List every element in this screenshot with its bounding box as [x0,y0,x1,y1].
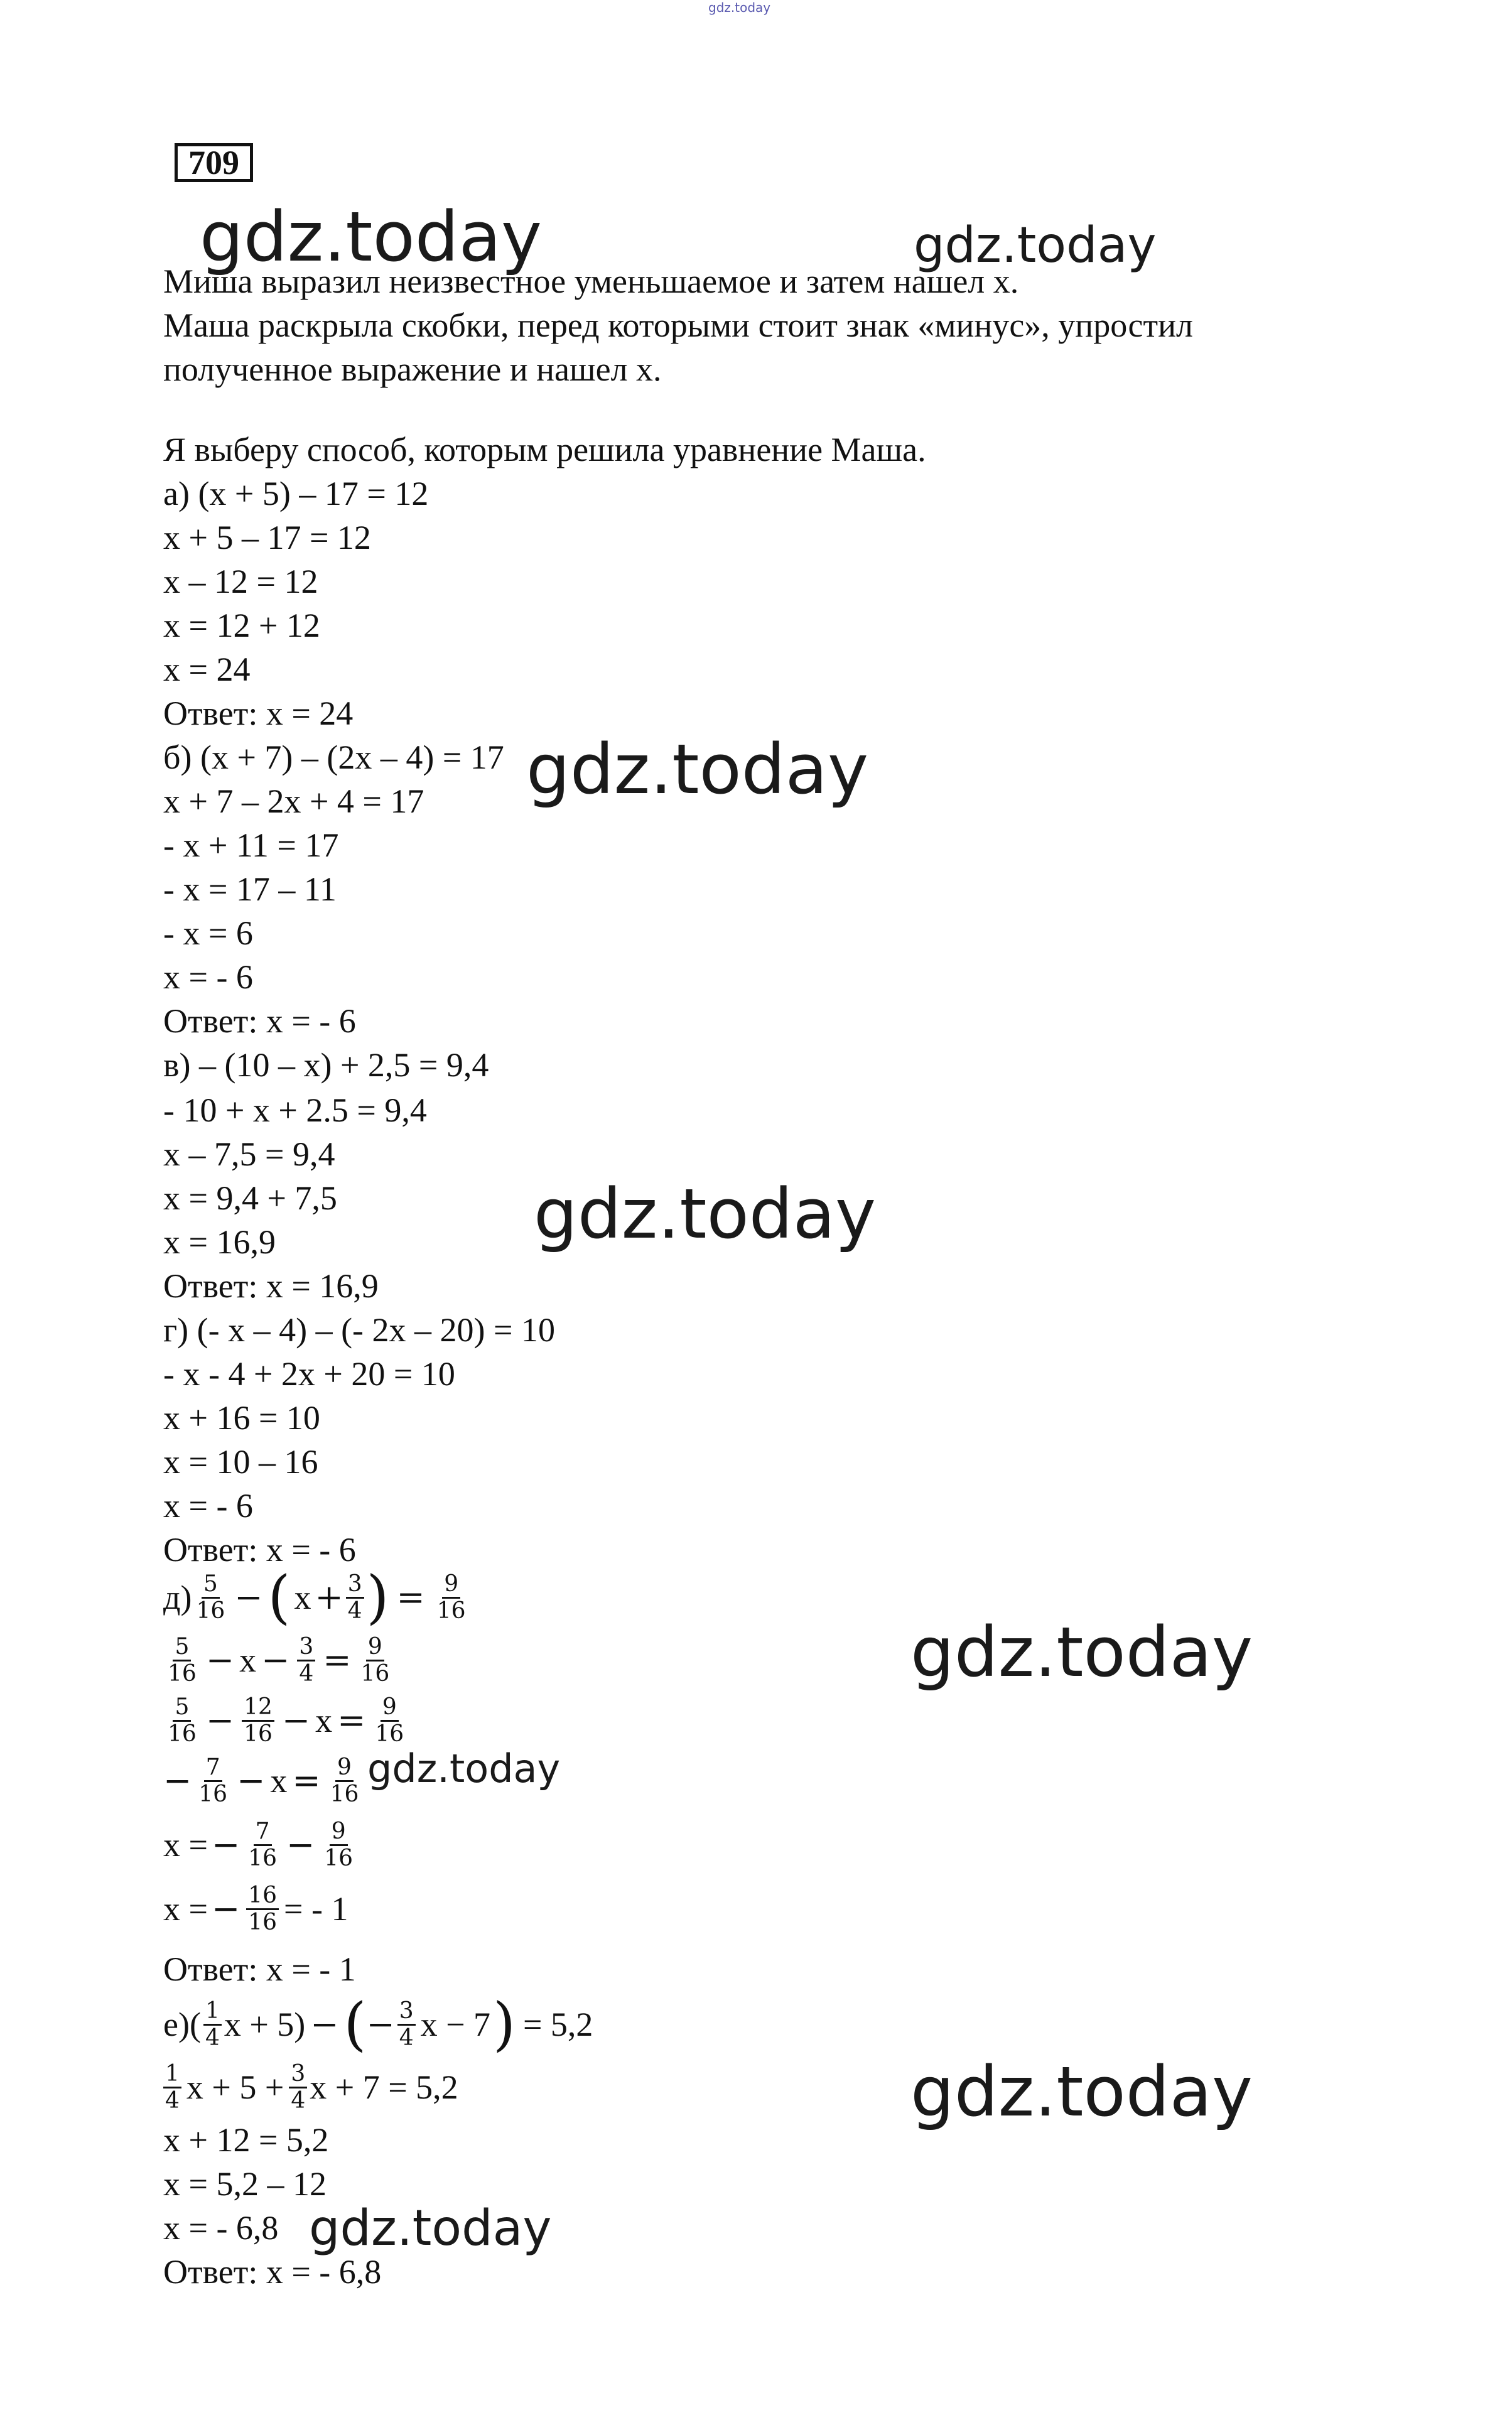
part-a-line: x – 12 = 12 [163,563,318,600]
part-e-line: x = - 6,8 [163,2209,279,2247]
part-e-answer: Ответ: x = - 6,8 [163,2253,382,2291]
part-v-line: x = 16,9 [163,1223,276,1261]
fraction: $\frac{9}{16}$ [330,1754,359,1807]
watermark: gdz.today [367,1746,561,1791]
part-g-line: x = 10 – 16 [163,1443,318,1481]
operator: = [337,1700,366,1740]
variable: x [294,1579,311,1616]
part-d-line [163,1880,348,1938]
variable: x [315,1702,333,1739]
part-b-answer: Ответ: x = - 6 [163,1002,356,1040]
operator: = [292,1761,321,1800]
part-e-label: е) [163,2006,190,2043]
part-v-line: x – 7,5 = 9,4 [163,1135,335,1173]
intro-line: полученное выражение и нашел x. [163,350,662,388]
part-b-line: x = - 6 [163,958,253,996]
paren: ( [343,1991,367,2058]
fraction: $\frac{3}{4}$ [289,2061,307,2114]
operator: − [205,1640,235,1680]
part-d-answer: Ответ: x = - 1 [163,1950,356,1988]
part-a-answer: Ответ: x = 24 [163,694,354,732]
watermark: gdz.today [910,1612,1253,1692]
part-d-line [163,1631,394,1689]
result: = - 1 [284,1890,348,1928]
part-g-line: x = - 6 [163,1487,253,1525]
expression: x + 5 + [186,2068,284,2106]
part-d-line [163,1692,408,1749]
fraction: $\frac{7}{16}$ [248,1818,278,1871]
watermark: gdz.today [526,729,869,809]
fraction: $\frac{5}{16}$ [168,1633,197,1687]
paren: ) [493,1991,516,2058]
fraction: $\frac{7}{16}$ [198,1754,228,1807]
operator: − [261,1640,290,1680]
part-d-line [163,1752,363,1810]
variable: x [239,1641,257,1679]
operator: + [315,1577,343,1617]
fraction: $\frac{12}{16}$ [242,1695,274,1747]
watermark: gdz.today [910,2051,1253,2132]
watermark: gdz.today [200,197,543,277]
operator: − [211,1889,240,1928]
paren: ( [267,1564,291,1631]
part-g-answer: Ответ: x = - 6 [163,1531,356,1569]
part-e-line: x + 12 = 5,2 [163,2121,329,2159]
fraction: $\frac{1}{4}$ [163,2061,181,2114]
task-number-box: 709 [175,143,253,182]
variable: x = [163,1890,208,1928]
intro-line: Миша выразил неизвестное уменьшаемое и затем нашел x. [163,262,1019,300]
part-b-line: - x = 6 [163,914,253,952]
part-v-line: - 10 + x + 2.5 = 9,4 [163,1091,427,1129]
fraction: $\frac{3}{4}$ [346,1572,364,1624]
part-g-line: x + 16 = 10 [163,1399,320,1437]
expression: x + 5) [224,2006,306,2043]
part-e-line [163,2058,458,2116]
expression: x − 7 [420,2006,491,2043]
part-g-line: г) (- x – 4) – (- 2x – 20) = 10 [163,1311,555,1349]
operator: − [234,1577,263,1617]
fraction: $\frac{9}{16}$ [436,1570,466,1624]
fraction: $\frac{9}{16}$ [375,1694,404,1747]
operator: − [310,2004,339,2044]
part-b-line: - x = 17 – 11 [163,870,337,908]
variable: x [270,1762,288,1800]
part-d-label: д) [163,1579,192,1616]
watermark: gdz.today [914,217,1157,274]
result: = 5,2 [522,2006,593,2043]
part-e-line: x = 5,2 – 12 [163,2165,327,2203]
paren: ( [189,2006,201,2043]
part-b-line: x + 7 – 2x + 4 = 17 [163,782,424,820]
part-v-line: x = 9,4 + 7,5 [163,1179,337,1217]
part-a-line: x = 24 [163,651,251,688]
operator: − [205,1700,235,1740]
operator: = [396,1577,425,1617]
fraction: $\frac{16}{16}$ [246,1883,279,1935]
fraction: $\frac{9}{16}$ [360,1633,390,1687]
fraction: $\frac{5}{16}$ [168,1694,197,1747]
fraction: $\frac{3}{4}$ [397,1999,416,2051]
part-v-answer: Ответ: x = 16,9 [163,1267,379,1305]
part-b-line: б) (x + 7) – (2x – 4) = 17 [163,738,504,776]
part-a-line: x + 5 – 17 = 12 [163,519,371,556]
intro-line: Я выберу способ, которым решила уравнение Маша. [163,431,926,468]
watermark: gdz.today [534,1174,877,1254]
operator: − [211,1825,240,1864]
fraction: $\frac{9}{16}$ [324,1818,354,1871]
variable: x = [163,1826,208,1864]
operator: − [163,1761,192,1800]
expression: x + 7 = 5,2 [310,2068,458,2106]
intro-line: Маша раскрыла скобки, перед которыми стоит знак «минус», упростил [163,306,1193,344]
fraction: $\frac{3}{4}$ [297,1634,315,1687]
operator: − [366,2004,395,2044]
operator: = [323,1640,352,1680]
part-d-line [163,1816,357,1874]
top-watermark: gdz.today [708,0,771,15]
operator: − [237,1761,266,1800]
watermark: gdz.today [309,2200,552,2257]
fraction: $\frac{5}{16}$ [196,1570,225,1624]
operator: − [286,1825,315,1864]
part-b-line: - x + 11 = 17 [163,826,339,864]
paren: ) [366,1564,389,1631]
part-e-line [163,1991,593,2058]
part-d-line [163,1564,470,1631]
fraction: $\frac{1}{4}$ [203,1999,222,2051]
operator: − [281,1700,311,1740]
part-a-line: x = 12 + 12 [163,607,320,644]
part-v-line: в) – (10 – x) + 2,5 = 9,4 [163,1046,489,1084]
part-a-line: а) (x + 5) – 17 = 12 [163,475,429,512]
part-g-line: - x - 4 + 2x + 20 = 10 [163,1355,455,1393]
